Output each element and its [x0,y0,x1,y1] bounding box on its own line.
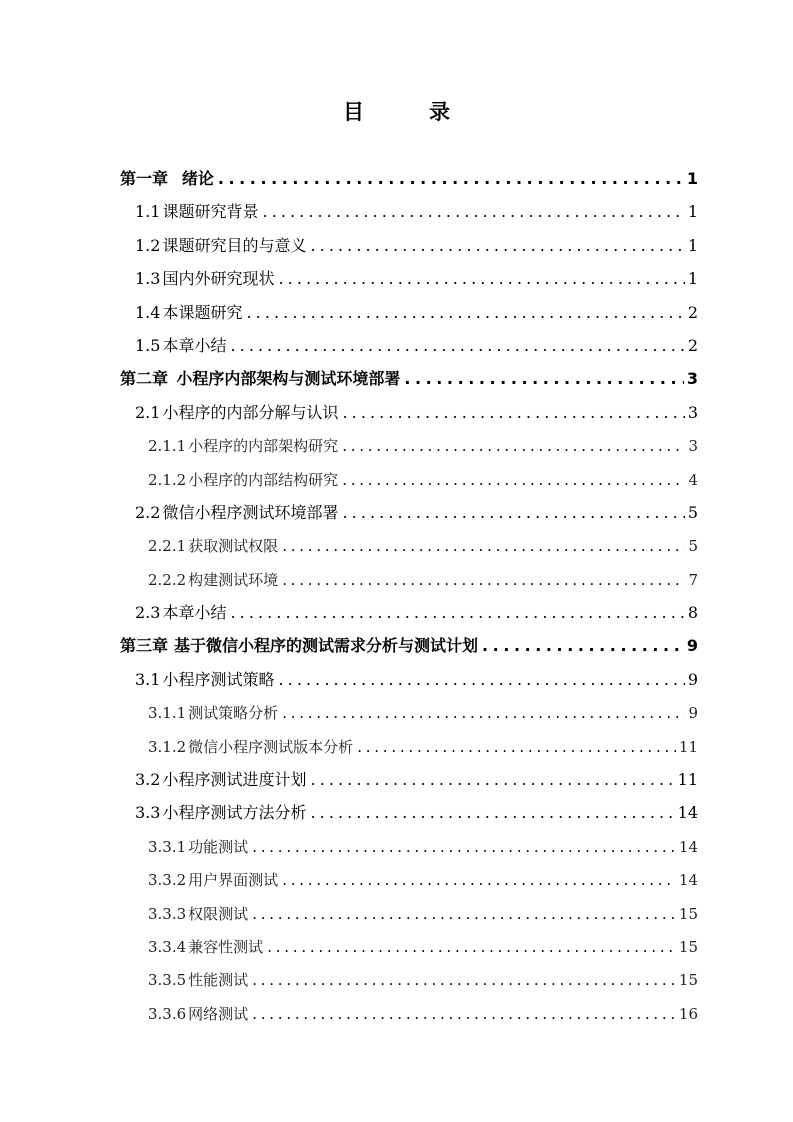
toc-entry [120,966,698,999]
toc-entry-page-number: 15 [678,971,698,990]
toc-entry-label: 小程序测试策略 [162,669,275,689]
dot-leader [252,966,676,994]
toc-entry-label: 微信小程序测试版本分析 [188,737,354,756]
dot-leader [218,165,684,193]
toc-entry [120,399,698,432]
toc-entry-label: 功能测试 [188,837,249,856]
dot-leader [246,299,684,327]
toc-entry-number: 2.2.2 [148,570,187,589]
toc-entry-number: 2.1 [135,402,161,422]
toc-entry-page-number: 1 [687,269,698,289]
toc-entry-label: 性能测试 [188,971,249,990]
toc-entry-number: 3.3.2 [148,871,187,890]
toc-entry-label: 国内外研究现状 [162,269,275,289]
toc-entry-page-number: 11 [677,770,698,790]
toc-entry [120,699,698,732]
toc-entry-number: 3.2 [135,770,161,790]
toc-entry [120,265,698,298]
toc-entry [120,632,698,665]
toc-entry [120,466,698,499]
toc-entry-page-number: 7 [688,570,698,589]
toc-entry-page-number: 2 [687,302,698,322]
toc-entry-page-number: 14 [678,837,698,856]
toc-entry [120,499,698,532]
toc-entry-number: 3.3.3 [148,904,187,923]
toc-entry-number: 3.1.1 [148,704,187,723]
toc-entry-page-number: 5 [687,502,698,522]
dot-leader [282,532,685,560]
toc-entry-label: 小程序测试方法分析 [162,803,307,823]
toc-entry-page-number: 14 [677,803,698,823]
toc-entry [120,666,698,699]
toc-entry-number: 3.1.2 [148,737,187,756]
toc-entry [120,733,698,766]
toc-entry-label: 权限测试 [188,904,249,923]
toc-entry-page-number: 9 [686,636,698,656]
toc-entry-number: 3.3.5 [148,971,187,990]
toc-entry [120,900,698,933]
dot-leader [310,799,674,827]
toc-entry-page-number: 5 [688,537,698,556]
toc-entry-label: 小程序内部架构与测试环境部署 [176,369,401,389]
toc-entry-number: 2.3 [135,603,161,623]
dot-leader [310,766,674,794]
toc-entry [120,566,698,599]
dot-leader [404,365,684,393]
toc-entry-number: 2.1.1 [148,437,187,456]
toc-entry-label: 网络测试 [188,1004,249,1023]
toc-entry-number: 3.3.6 [148,1004,187,1023]
toc-entry [120,432,698,465]
toc-entry-label: 本章小结 [162,603,227,623]
toc-entry [120,799,698,832]
toc-entry-page-number: 9 [687,669,698,689]
toc-entry-number: 第一章 [120,169,169,188]
toc-entry [120,232,698,265]
table-of-contents [120,165,698,1033]
dot-leader [278,666,684,694]
toc-entry-number: 3.3 [135,803,161,823]
toc-entry-page-number: 3 [687,402,698,422]
dot-leader [282,566,685,594]
dot-leader [230,599,684,627]
toc-entry-number: 第三章 [120,636,169,656]
toc-entry-page-number: 16 [678,1004,698,1023]
toc-entry-page-number: 8 [687,603,698,623]
toc-entry-label: 课题研究目的与意义 [162,235,307,255]
toc-entry-number: 2.2.1 [148,537,187,556]
dot-leader [357,733,676,761]
toc-entry [120,766,698,799]
toc-entry-label: 用户界面测试 [188,871,279,890]
toc-entry [120,599,698,632]
toc-entry-page-number: 3 [688,437,698,456]
dot-leader [262,198,684,226]
toc-entry-label: 课题研究背景 [162,202,259,222]
toc-entry-label: 小程序的内部结构研究 [188,470,339,489]
toc-entry-page-number: 11 [678,737,698,756]
toc-entry-label: 小程序的内部架构研究 [188,437,339,456]
dot-leader [252,833,676,861]
toc-entry [120,165,698,198]
page-title: 目 录 [343,100,472,124]
toc-entry [120,532,698,565]
toc-entry-page-number: 15 [678,937,698,956]
toc-entry-number: 1.1 [135,202,161,222]
toc-entry [120,1000,698,1033]
toc-entry-number: 2.1.2 [148,470,187,489]
toc-entry-label: 兼容性测试 [188,937,264,956]
toc-entry [120,332,698,365]
dot-leader [278,265,684,293]
toc-entry-number: 1.2 [135,235,161,255]
toc-entry [120,933,698,966]
toc-entry-page-number: 4 [688,470,698,489]
toc-entry-page-number: 3 [686,369,698,389]
toc-entry [120,299,698,332]
toc-entry-page-number: 1 [687,202,698,222]
toc-entry-number: 3.3.4 [148,937,187,956]
dot-leader [342,466,685,494]
toc-entry-number: 第二章 [120,369,169,389]
toc-entry-page-number: 9 [688,704,698,723]
toc-entry-number: 2.2 [135,502,161,522]
toc-entry-number: 3.1 [135,669,161,689]
dot-leader [342,399,684,427]
toc-entry [120,866,698,899]
dot-leader [282,866,676,894]
toc-entry-label: 本课题研究 [162,302,243,322]
toc-entry-page-number: 1 [687,235,698,255]
dot-leader [482,632,684,660]
dot-leader [267,933,676,961]
dot-leader [342,499,684,527]
toc-entry-number: 1.3 [135,269,161,289]
toc-entry-page-number: 2 [687,335,698,355]
toc-entry [120,365,698,398]
toc-entry-label: 测试策略分析 [188,704,279,723]
toc-entry-number: 1.4 [135,302,161,322]
dot-leader [252,1000,676,1028]
dot-leader [230,332,684,360]
toc-entry-label: 小程序测试进度计划 [162,770,307,790]
toc-entry-number: 1.5 [135,335,161,355]
dot-leader [310,232,684,260]
toc-entry-label: 绪论 [181,169,214,188]
toc-entry-page-number: 15 [678,904,698,923]
dot-leader [282,699,685,727]
toc-entry [120,198,698,231]
toc-entry-page-number: 1 [686,169,698,188]
toc-entry-page-number: 14 [678,871,698,890]
toc-entry-label: 本章小结 [162,335,227,355]
dot-leader [342,432,685,460]
toc-entry-label: 获取测试权限 [188,537,279,556]
toc-entry-number: 3.3.1 [148,837,187,856]
toc-entry [120,833,698,866]
toc-entry-label: 构建测试环境 [188,570,279,589]
toc-entry-label: 基于微信小程序的测试需求分析与测试计划 [174,636,479,656]
toc-entry-label: 小程序的内部分解与认识 [162,402,339,422]
dot-leader [252,900,676,928]
toc-entry-label: 微信小程序测试环境部署 [162,502,339,522]
